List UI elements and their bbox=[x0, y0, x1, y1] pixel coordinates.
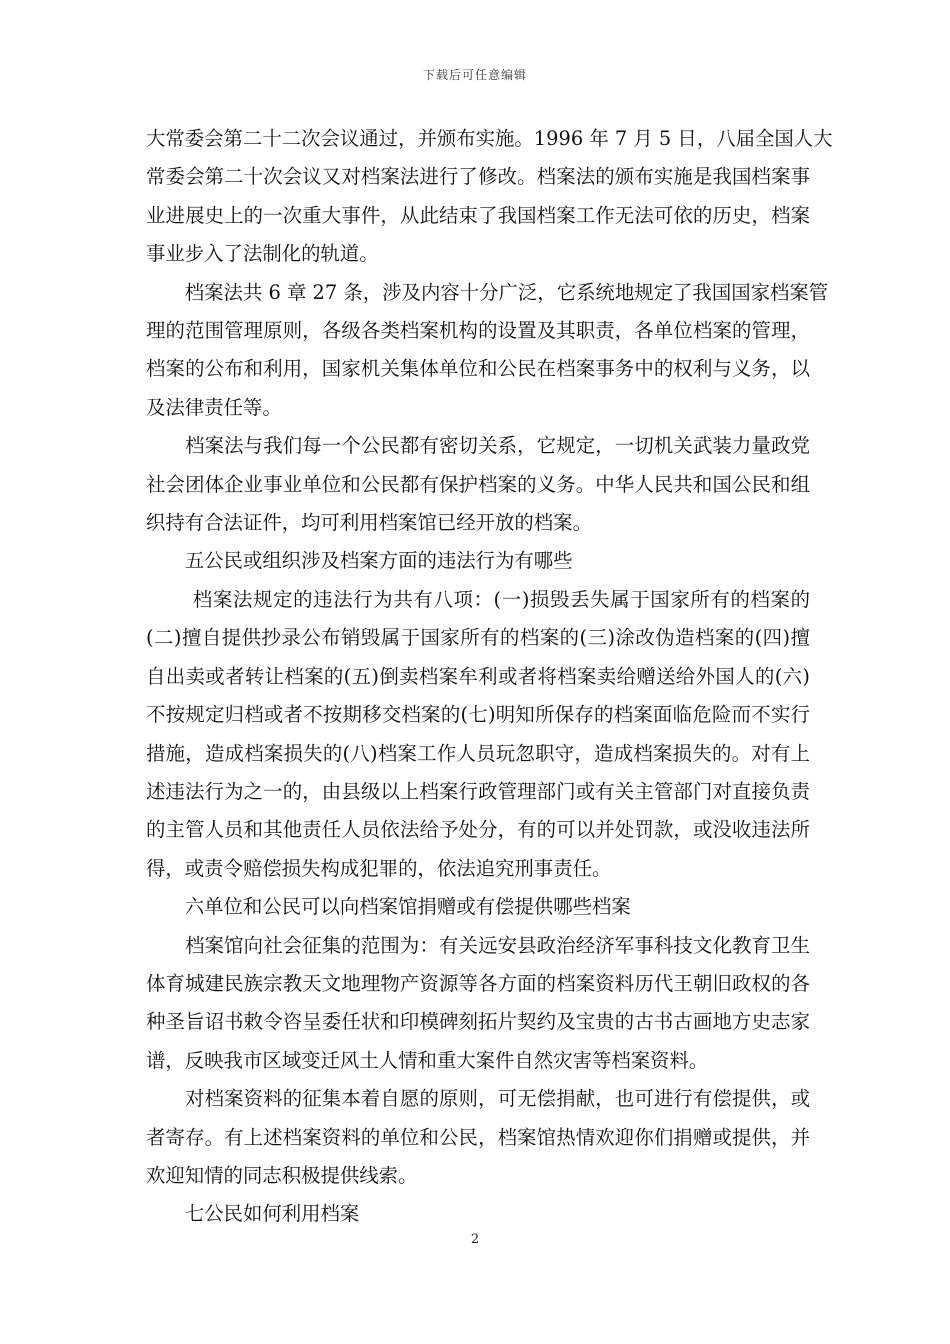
text-line: 业进展史上的一次重大事件，从此结束了我国档案工作无法可依的历史，档案 bbox=[146, 203, 810, 227]
text-line: 及法律责任等。 bbox=[146, 395, 282, 419]
text-line: 不按规定归档或者不按期移交档案的(七)明知所保存的档案面临危险而不实行 bbox=[146, 703, 810, 727]
text-line: 理的范围管理原则，各级各类档案机构的设置及其职责，各单位档案的管理， bbox=[146, 319, 810, 343]
section-heading bbox=[146, 542, 810, 580]
section-heading bbox=[146, 1195, 810, 1233]
page-number: 2 bbox=[470, 1232, 480, 1247]
text-line: 档案馆向社会征集的范围为：有关远安县政治经济军事科技文化教育卫生 bbox=[146, 933, 810, 957]
text-line: (二)擅自提供抄录公布销毁属于国家所有的档案的(三)涂改伪造档案的(四)擅 bbox=[146, 626, 810, 650]
document-body bbox=[146, 120, 833, 1234]
text-line: 社会团体企业事业单位和公民都有保护档案的义务。中华人民共和国公民和组 bbox=[146, 472, 810, 496]
paragraph bbox=[146, 120, 833, 274]
paragraph bbox=[146, 581, 810, 888]
paragraph bbox=[146, 274, 829, 428]
text-line: 事业步入了法制化的轨道。 bbox=[146, 242, 379, 266]
paragraph bbox=[146, 427, 810, 542]
page-header: 下载后可任意编辑 bbox=[422, 68, 527, 82]
text-line: 者寄存。有上述档案资料的单位和公民，档案馆热情欢迎你们捐赠或提供，并 bbox=[146, 1125, 810, 1149]
text-line: 档案法规定的违法行为共有八项：(一)损毁丢失属于国家所有的档案的 bbox=[146, 587, 810, 611]
text-line: 措施，造成档案损失的(八)档案工作人员玩忽职守，造成档案损失的。对有上 bbox=[146, 741, 810, 765]
text-line: 欢迎知情的同志积极提供线索。 bbox=[146, 1163, 418, 1187]
text-line: 对档案资料的征集本着自愿的原则，可无偿捐献，也可进行有偿提供，或 bbox=[146, 1087, 810, 1111]
text-line: 体育城建民族宗教天文地理物产资源等各方面的档案资料历代王朝旧政权的各 bbox=[146, 971, 810, 995]
text-line: 档案法与我们每一个公民都有密切关系，它规定，一切机关武装力量政党 bbox=[146, 434, 810, 458]
text-line: 档案的公布和利用，国家机关集体单位和公民在档案事务中的权利与义务，以 bbox=[146, 357, 810, 381]
paragraph bbox=[146, 927, 810, 1081]
text-line: 六单位和公民可以向档案馆捐赠或有偿提供哪些档案 bbox=[146, 895, 631, 919]
text-line: 织持有合法证件，均可利用档案馆已经开放的档案。 bbox=[146, 511, 592, 535]
text-line: 档案法共 6 章 27 条，涉及内容十分广泛，它系统地规定了我国国家档案管 bbox=[146, 280, 829, 304]
text-line: 七公民如何利用档案 bbox=[146, 1202, 360, 1226]
text-line: 的主管人员和其他责任人员依法给予处分，有的可以并处罚款，或没收违法所 bbox=[146, 818, 810, 842]
text-line: 大常委会第二十二次会议通过，并颁布实施。1996 年 7 月 5 日，八届全国人大 bbox=[146, 127, 833, 150]
text-line: 种圣旨诏书敕令咨呈委任状和印模碑刻拓片契约及宝贵的古书古画地方史志家 bbox=[146, 1010, 810, 1034]
text-line: 得，或责令赔偿损失构成犯罪的，依法追究刑事责任。 bbox=[146, 856, 612, 880]
section-heading bbox=[146, 888, 810, 926]
text-line: 述违法行为之一的，由县级以上档案行政管理部门或有关主管部门对直接负责 bbox=[146, 779, 810, 803]
text-line: 五公民或组织涉及档案方面的违法行为有哪些 bbox=[146, 549, 573, 573]
text-line: 谱，反映我市区域变迁风土人情和重大案件自然灾害等档案资料。 bbox=[146, 1048, 709, 1072]
text-line: 常委会第二十次会议又对档案法进行了修改。档案法的颁布实施是我国档案事 bbox=[146, 165, 810, 189]
text-line: 自出卖或者转让档案的(五)倒卖档案牟利或者将档案卖给赠送给外国人的(六) bbox=[146, 664, 810, 688]
paragraph bbox=[146, 1080, 810, 1195]
